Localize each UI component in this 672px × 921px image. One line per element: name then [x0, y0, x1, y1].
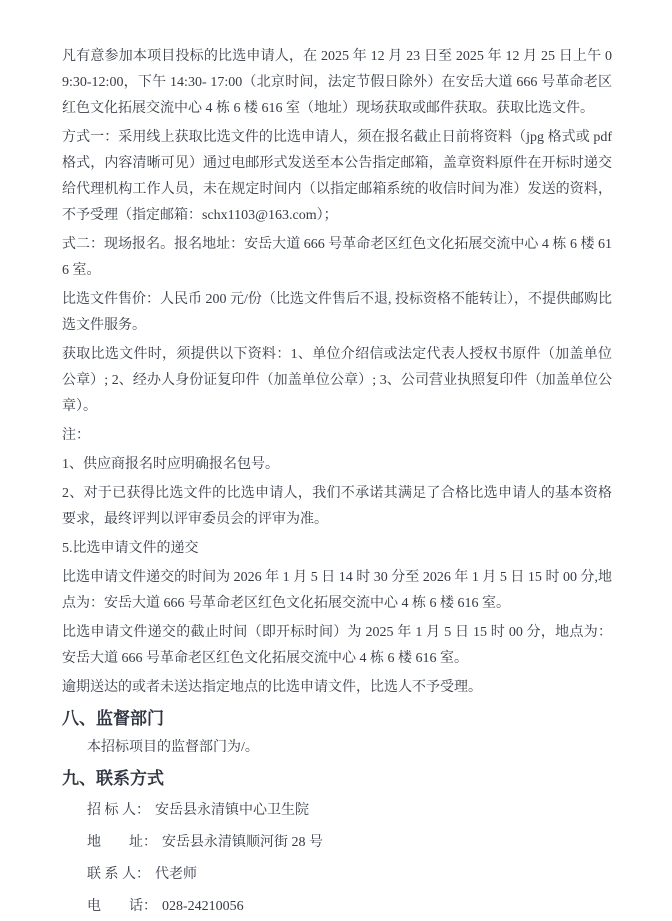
paragraph-submission-time: 比选申请文件递交的时间为 2026 年 1 月 5 日 14 时 30 分至 2026 年 1 月 5 日 15 时 00 分,地点为：安岳大道 666 号革命老区红色文化拓展交流中心 4 栋 6 楼 616 室。 [62, 570, 612, 611]
contact-row-phone [87, 893, 612, 921]
note-item-1: 1、供应商报名时应明确报名包号。 [62, 457, 279, 472]
contact-value-phone: 028-24210056 [162, 899, 244, 914]
contact-row-tenderer [87, 797, 612, 825]
contact-label-phone: 电 话： [87, 899, 157, 914]
section8-body-supervision: 本招标项目的监督部门为/。 [87, 740, 259, 755]
paragraph-method-one-online: 方式一：采用线上获取比选文件的比选申请人，须在报名截止日前将资料（jpg 格式或 pdf 格式，内容清晰可见）通过电邮形式发送至本公告指定邮箱，盖章资料原件在开标时递交给代理机构工作人员，未在规定时间内（以指定邮箱系统的收信时间为准）发送的资料，不予受理（指定邮箱：schx1103@163.com）； [62, 130, 612, 223]
contact-row-address [87, 829, 612, 857]
contact-label-tenderer: 招 标 人： [87, 803, 150, 818]
paragraph-document-acquisition-intro: 凡有意参加本项目投标的比选申请人，在 2025 年 12 月 23 日至 2025 年 12 月 25 日上午 09:30-12:00，下午 14:30- 17:00（北京时间，法定节假日除外）在安岳大道 666 号革命老区红色文化拓展交流中心 4 栋 6 楼 616 室（地址）现场获取或邮件获取。获取比选文件。 [62, 49, 612, 116]
contact-info-block [62, 797, 612, 921]
paragraph-document-price: 比选文件售价：人民币 200 元/份（比选文件售后不退, 投标资格不能转让），不提供邮购比选文件服务。 [62, 292, 612, 333]
contact-label-contact-person: 联 系 人： [87, 867, 150, 882]
section8-heading-supervision: 八、监督部门 [62, 709, 164, 728]
paragraph-submission-deadline: 比选申请文件递交的截止时间（即开标时间）为 2025 年 1 月 5 日 15 时 00 分，地点为：安岳大道 666 号革命老区红色文化拓展交流中心 4 栋 6 楼 616 室。 [62, 625, 612, 666]
paragraph-method-two-onsite: 式二：现场报名。报名地址：安岳大道 666 号革命老区红色文化拓展交流中心 4 栋 6 楼 616 室。 [62, 237, 612, 278]
contact-value-address: 安岳县永清镇顺河街 28 号 [162, 835, 323, 850]
contact-row-contact-person [87, 861, 612, 889]
contact-value-contact-person: 代老师 [155, 867, 197, 882]
paragraph-late-delivery-notice: 逾期送达的或者未送达指定地点的比选申请文件，比选人不予受理。 [62, 680, 482, 695]
section9-heading-contact: 九、联系方式 [62, 769, 164, 788]
note-label: 注： [62, 428, 90, 443]
note-item-2: 2、对于已获得比选文件的比选申请人，我们不承诺其满足了合格比选申请人的基本资格要求，最终评判以评审委员会的评审为准。 [62, 486, 612, 527]
contact-label-address: 地 址： [87, 835, 157, 850]
contact-value-tenderer: 安岳县永清镇中心卫生院 [155, 803, 309, 818]
section5-title: 5.比选申请文件的递交 [62, 541, 199, 556]
paragraph-required-materials: 获取比选文件时，须提供以下资料：1、单位介绍信或法定代表人授权书原件（加盖单位公章）; 2、经办人身份证复印件（加盖单位公章）; 3、公司营业执照复印件（加盖单位公章）。 [62, 347, 612, 414]
